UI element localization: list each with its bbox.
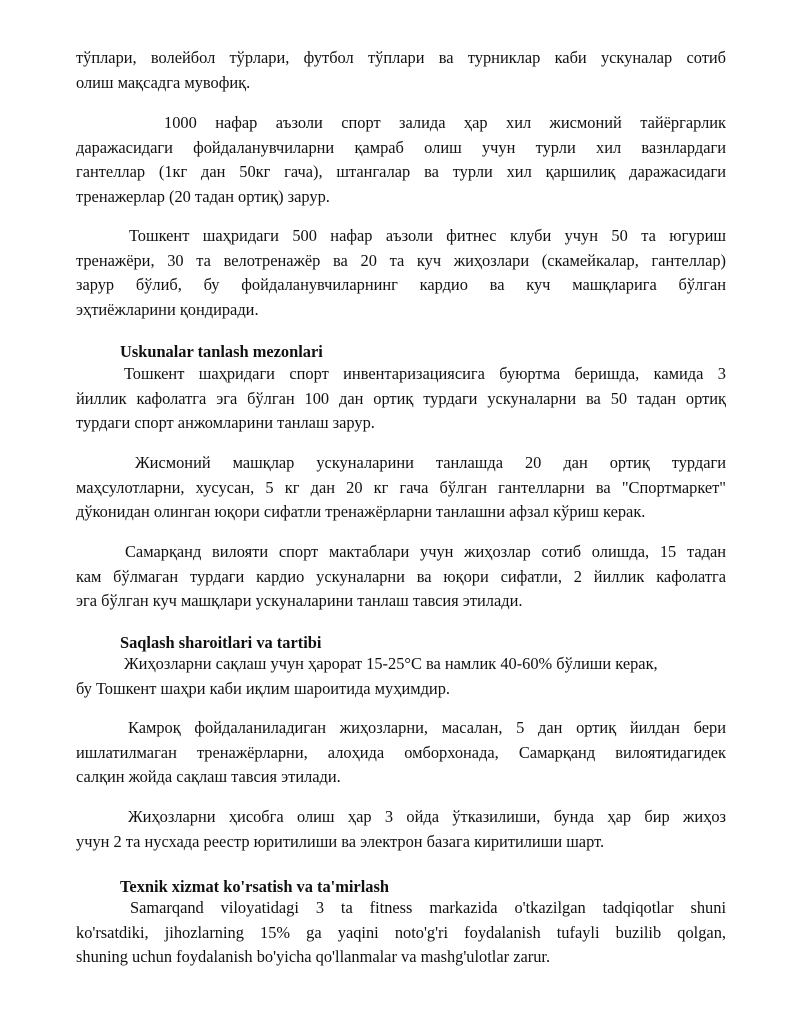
text-line: Самарқанд вилояти спорт мактаблари учун жиҳозлар сотиб олишда, 15 тадан <box>125 542 726 561</box>
text-line: 1000 нафар аъзоли спорт залида ҳар хил жисмоний тайёргарлик <box>164 113 726 132</box>
paragraph <box>76 652 726 701</box>
section-heading: Saqlash sharoitlari va tartibi <box>120 633 322 652</box>
text-line: учун 2 та нусхада реестр юритилиши ва электрон базага киритилиши шарт. <box>76 831 605 851</box>
text-line: даражасидаги фойдаланувчиларни қамраб олиш учун турли хил вазнлардаги <box>76 137 726 157</box>
text-line: турдаги спорт анжомларини танлаш зарур. <box>76 413 375 433</box>
paragraph <box>76 224 726 322</box>
text-line: эга бўлган куч машқлари ускуналарини танлаш тавсия этилади. <box>76 591 523 611</box>
text-line: shuning uchun foydalanish bo'yicha qo'llanmalar va mashg'ulotlar zarur. <box>76 947 551 967</box>
text-line: Жиҳозларни сақлаш учун ҳарорат 15-25°C ва намлик 40-60% бўлиши керак, <box>124 654 658 673</box>
text-line: кам бўлмаган турдаги кардио ускуналарни ва юқори сифатли, 2 йиллик кафолатга <box>76 566 726 586</box>
text-line: Тошкент шаҳридаги 500 нафар аъзоли фитнес клуби учун 50 та югуриш <box>129 226 726 245</box>
paragraph <box>76 805 726 854</box>
text-line: салқин жойда сақлаш тавсия этилади. <box>76 767 341 787</box>
paragraph <box>76 362 726 436</box>
paragraph <box>76 46 726 95</box>
text-line: эҳтиёжларини қондиради. <box>76 299 259 319</box>
paragraph <box>76 716 726 790</box>
text-line: Жисмоний машқлар ускуналарини танлашда 20 дан ортиқ турдаги <box>135 453 726 472</box>
text-line: бу Тошкент шаҳри каби иқлим шароитида муҳимдир. <box>76 678 450 698</box>
text-line: тўплари, волейбол тўрлари, футбол тўплари ва турниклар каби ускуналар сотиб <box>76 48 726 67</box>
text-line: тренажёри, 30 та велотренажёр ва 20 та куч жиҳозлари (скамейкалар, гантеллар) <box>76 250 726 270</box>
section-heading: Texnik xizmat ko'rsatish va ta'mirlash <box>120 877 389 896</box>
text-line: Камроқ фойдаланиладиган жиҳозларни, масалан, 5 дан ортиқ йилдан бери <box>128 718 726 737</box>
text-line: Samarqand viloyatidagi 3 ta fitness markazida o'tkazilgan tadqiqotlar shuni <box>130 898 726 917</box>
paragraph <box>76 540 726 614</box>
text-line: гантеллар (1кг дан 50кг гача), штангалар ва турли хил қаршилиқ даражасидаги <box>76 162 726 182</box>
text-line: Жиҳозларни ҳисобга олиш ҳар 3 ойда ўтказилиши, бунда ҳар бир жиҳоз <box>128 807 726 826</box>
paragraph <box>76 896 726 970</box>
text-line: ишлатилмаган тренажёрларни, алоҳида омборхонада, Самарқанд вилоятидагидек <box>76 742 726 762</box>
text-line: Тошкент шаҳридаги спорт инвентаризациясига буюртма беришда, камида 3 <box>124 364 726 383</box>
text-line: зарур бўлиб, бу фойдаланувчиларнинг кардио ва куч машқларига бўлган <box>76 275 726 295</box>
paragraph <box>76 451 726 525</box>
text-line: дўконидан олинган юқори сифатли тренажёрларни танлашни афзал кўриш керак. <box>76 502 646 522</box>
paragraph <box>76 111 726 209</box>
text-line: йиллик кафолатга эга бўлган 100 дан ортиқ турдаги ускуналарни ва 50 тадан ортиқ <box>76 388 726 408</box>
section-heading: Uskunalar tanlash mezonlari <box>120 342 323 361</box>
text-line: олиш мақсадга мувофиқ. <box>76 72 251 92</box>
text-line: маҳсулотларни, хусусан, 5 кг дан 20 кг гача бўлган гантелларни ва "Спортмаркет" <box>76 477 726 497</box>
text-line: ko'rsatdiki, jihozlarning 15% ga yaqini noto'g'ri foydalanish tufayli buzilib qolgan, <box>76 922 726 942</box>
text-line: тренажерлар (20 тадан ортиқ) зарур. <box>76 186 330 206</box>
